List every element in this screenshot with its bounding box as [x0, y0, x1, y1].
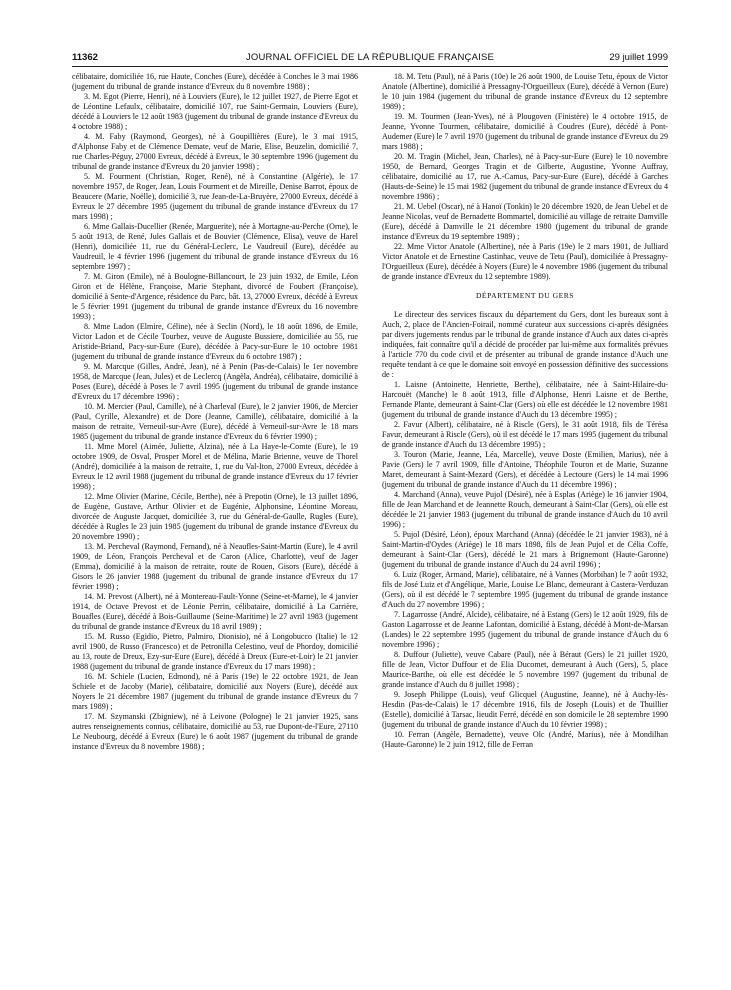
paragraph: 2. Favur (Albert), célibataire, né à Riscle (Gers), le 31 août 1918, fils de Térésa Favur, demeurant à Riscle (Gers), où il est décédé le 17 mars 1995 (jugement du tribunal de grande instance d'Auch du 13 décembre 1995) ;: [382, 420, 668, 449]
paragraph: 7. M. Giron (Emile), né à Boulogne-Billancourt, le 23 juin 1932, de Emile, Léon Giron et de Hélène, Françoise, Marie Stephant, divorcé de Foubert (Françoise), domicilié à Sente-d'Argence, résidence du Parc, bât. 13, 27000 Evreux, décédé à Evreux le 5 février 1991 (jugement du tribunal de grande instance d'Evreux du 16 novembre 1993) ;: [72, 272, 358, 321]
paragraph: Le directeur des services fiscaux du département du Gers, dont les bureaux sont à Auch, 2, place de l'Ancien-Foirail, nommé curateur aux successions ci-après désignées par divers jugements rendus par le tribunal de grande instance d'Auch aux dates ci-après indiquées, fait connaître qu'il a décidé de procéder par lui-même aux formalités prévues à l'article 770 du code civil et de présenter au tribunal de grande instance d'Auch une requête tendant à ce que le domaine soit envoyé en possession définitive des successions de :: [382, 310, 668, 379]
page-header: [72, 52, 668, 66]
paragraph: 20. M. Tragin (Michel, Jean, Charles), né à Pacy-sur-Eure (Eure) le 10 novembre 1950, de Bernard, Georges Tragin et de Gilberte, Augustine, Yvonne Auffray, célibataire, domicilié au 17, rue A.-Camus, Pacy-sur-Eure (Eure), décédé à Garches (Hauts-de-Seine) le 15 mai 1982 (jugement du tribunal de grande instance d'Evreux du 4 novembre 1986) ;: [382, 152, 668, 201]
paragraph: 9. Joseph Philippe (Louis), veuf Glicquel (Augustine, Jeanne), né à Auchy-lès-Hesdin (Pas-de-Calais) le 17 décembre 1916, fils de Joseph (Louis) et de Thuillier (Estelle), domicilié à Tarsac, lieudit Ferré, décédé en son domicile le 28 septembre 1990 (jugement du tribunal de grande instance d'Auch du 10 février 1998) ;: [382, 690, 668, 729]
paragraph: célibataire, domiciliée 16, rue Haute, Conches (Eure), décédée à Conches le 3 mai 1986 (jugement du tribunal de grande instance d'Evreux du 8 novembre 1988) ;: [72, 72, 358, 91]
paragraph: 7. Lagarrosse (André, Alcide), célibataire, né à Estang (Gers) le 12 août 1929, fils de Gaston Lagarrosse et de Jeanne Lafontan, domicilié à Estang, décédé à Mont-de-Marsan (Landes) le 22 septembre 1995 (jugement du tribunal de grande instance d'Auch du 6 novembre 1996) ;: [382, 610, 668, 649]
paragraph: 10. M. Mercier (Paul, Camille), né à Charleval (Eure), le 2 janvier 1906, de Mercier (Paul, Cyrille, Alexandre) et de Dore (Jeanne, Camille), célibataire, domicilié à la maison de retraite, Verneuil-sur-Avre (Eure), décédé à Verneuil-sur-Avre le 18 mars 1985 (jugement du tribunal de grande instance d'Evreux du 6 février 1990) ;: [72, 402, 358, 441]
paragraph: 9. M. Marcque (Gilles, André, Jean), né à Penin (Pas-de-Calais) le 1er novembre 1958, de Marcque (Jean, Jules) et de Leclercq (Angèla, Andréa), célibataire, domicilié à Poses (Eure), décédé à Poses le 7 avril 1995 (jugement du tribunal de grande instance d'Evreux du 17 décembre 1996) ;: [72, 362, 358, 401]
page-number: 11362: [72, 52, 98, 63]
paragraph: 18. M. Tetu (Paul), né à Paris (10e) le 26 août 1900, de Louise Tetu, époux de Victor Anatole (Albertine), domicilié à Pressagny-l'Orgueilleux (Eure), décédé à Vernon (Eure) le 10 juin 1984 (jugement du tribunal de grande instance d'Evreux du 12 septembre 1989) ;: [382, 72, 668, 111]
paragraph: 6. Mme Gallais-Ducellier (Renée, Marguerite), née à Mortagne-au-Perche (Orne), le 5 août 1913, de René, Jules Gallais et de Bouvier (Clémence, Elisa), veuve de Harel (Henri), domiciliée 11, rue du Général-Leclerc, Le Vaudreuil (Eure), décédée au Vaudreuil, le 4 février 1996 (jugement du tribunal de grande instance d'Evreux du 16 septembre 1997) ;: [72, 222, 358, 271]
paragraph: 14. M. Prevost (Albert), né à Montereau-Fault-Yonne (Seine-et-Marne), le 4 janvier 1914, de Octave Prevost et de Léonie Perrin, célibataire, domicilié à La Carrière, Bouafles (Eure), décédé à Bois-Guillaume (Seine-Maritime) le 27 avril 1983 (jugement du tribunal de grande instance d'Evreux du 18 avril 1989) ;: [72, 592, 358, 631]
paragraph: 3. M. Egot (Pierre, Henri), né à Louviers (Eure), le 12 juillet 1927, de Pierre Egot et de Léontine Lefaulx, célibataire, domicilié 107, rue Saint-Germain, Louviers (Eure), décédé à Louviers le 12 août 1983 (jugement du tribunal de grande instance d'Evreux du 4 octobre 1988) ;: [72, 92, 358, 131]
paragraph: 13. M. Percheval (Raymond, Fernand), né à Neaufles-Saint-Martin (Eure), le 4 avril 1909, de Léon, François Percheval et de Caron (Alice, Charlotte), veuf de Jager (Emma), domicilié à la maison de retraite, route de Rouen, Gisors (Eure), décédé à Gisors le 26 janvier 1988 (jugement du tribunal de grande instance d'Evreux du 17 février 1998) ;: [72, 542, 358, 591]
paragraph: 22. Mme Victor Anatole (Albertine), née à Paris (19e) le 2 mars 1901, de Julliard Victor Anatole et de Ernestine Castinhac, veuve de Tetu (Paul), domiciliée à Pressagny-l'Orgueilleux (Eure), décédée à Noyers (Eure) le 4 novembre 1986 (jugement du tribunal de grande instance d'Evreux du 12 septembre 1989).: [382, 242, 668, 281]
paragraph: 15. M. Russo (Egidio, Pietro, Palmiro, Dionisio), né à Longobucco (Italie) le 12 avril 1900, de Russo (Francesco) et de Petronilla Celestino, veuf de Phordoy, domicilié au 13, route de Dreux, Ezy-sur-Eure (Eure), décédé à Dreux (Eure-et-Loir) le 21 janvier 1988 (jugement du tribunal de grande instance d'Evreux du 17 mars 1998) ;: [72, 632, 358, 671]
paragraph: 3. Touron (Marie, Jeanne, Léa, Marcelle), veuve Doste (Emilien, Marius), née à Pavie (Gers) le 7 avril 1909, fille d'Antoine, Théophile Touron et de Marie, Suzanne Maret, demeurant à Saint-Mezard (Gers), et décédée à Lectoure (Gers) le 14 mai 1996 (jugement du tribunal de grande instance d'Auch du 11 décembre 1996) ;: [382, 450, 668, 489]
left-column: [72, 72, 358, 986]
journal-title: JOURNAL OFFICIEL DE LA RÉPUBLIQUE FRANÇAISE: [245, 52, 495, 63]
paragraph: 6. Luiz (Roger, Armand, Marie), célibataire, né à Vannes (Morbihan) le 7 août 1932, fils de José Luiz et d'Angélique, Marie, Louise Le Blanc, demeurant à Castera-Verduzan (Gers), où il est décédé le 7 septembre 1995 (jugement du tribunal de grande instance d'Auch du 27 novembre 1996) ;: [382, 570, 668, 609]
paragraph: 12. Mme Olivier (Marine, Cécile, Berthe), née à Prepotin (Orne), le 13 juillet 1896, de Eugène, Gustave, Arthur Olivier et de Eugénie, Alphonsine, Léontine Moreau, divorcée de Auguste Jacquet, domiciliée 3, rue du Général-de-Gaulle, Rugles (Eure), décédée à Rugles le 23 juin 1985 (jugement du tribunal de grande instance d'Evreux du 20 novembre 1990) ;: [72, 492, 358, 541]
paragraph: 11. Mme Morel (Aimée, Juliette, Alzina), née à La Haye-le-Comte (Eure), le 19 octobre 1909, de Osval, Prosper Morel et de Mélina, Marie Brienne, veuve de Thorel (André), domiciliée à la maison de retraite, 1, rue du Val-Iton, 27000 Evreux, décédée à Evreux le 12 avril 1988 (jugement du tribunal de grande instance d'Evreux du 17 février 1998) ;: [72, 442, 358, 491]
paragraph: 8. Duffour (Juliette), veuve Cabare (Paul), née à Béraut (Gers) le 21 juillet 1920, fille de Jean, Victor Duffour et de Elia Ducomet, demeurant à Auch (Gers), 5, place Maurice-Barthe, où elle est décédée le 5 novembre 1997 (jugement du tribunal de grande instance d'Auch du 8 juillet 1998) ;: [382, 650, 668, 689]
paragraph: 5. M. Fourment (Christian, Roger, René), né à Constantine (Algérie), le 17 novembre 1957, de Roger, Jean, Louis Fourment et de Mireille, Denise Barrot, époux de Beaucere (Marie, Noëlle), domicilié 3, rue Jean-de-La-Bruyère, 27000 Evreux, décédé à Evreux le 27 décembre 1995 (jugement du tribunal de grande instance d'Evreux du 17 mars 1998) ;: [72, 172, 358, 221]
header-rule: [72, 66, 668, 67]
paragraph: 4. M. Faby (Raymond, Georges), né à Goupillières (Eure), le 3 mai 1915, d'Alphonse Faby et de Clémence Demate, veuf de Marie, Elise, Beuzelin, domicilié 7, rue Charles-Péguy, 27000 Evreux, décédé à Evreux, le 30 septembre 1996 (jugement du tribunal de grande instance d'Evreux du 20 janvier 1998) ;: [72, 132, 358, 171]
issue-date: 29 juillet 1999: [609, 52, 668, 63]
paragraph: 21. M. Uebel (Oscar), né à Hanoï (Tonkin) le 20 décembre 1920, de Jean Uebel et de Jeanne Nicolas, veuf de Bernadette Bommartel, domicilié au village de retraite Damville (Eure), décédé à Damville le 21 décembre 1980 (jugement du tribunal de grande instance d'Evreux du 19 septembre 1989) ;: [382, 202, 668, 241]
right-column: [382, 72, 668, 986]
paragraph: 4. Marchand (Anna), veuve Pujol (Désiré), née à Esplas (Ariège) le 16 janvier 1904, fille de Jean Marchand et de Jeannette Rouch, demeurant à Saint-Clar (Gers), où elle est décédée le 21 janvier 1983 (jugement du tribunal de grande instance d'Auch du 10 avril 1996) ;: [382, 490, 668, 529]
section-title: DÉPARTEMENT DU GERS: [475, 291, 575, 300]
paragraph: 1. Laisne (Antoinette, Henriette, Berthe), célibataire, née à Saint-Hilaire-du-Harcouët (Manche) le 8 août 1913, fille d'Alphonse, Henri Laisne et de Berthe, Fernande Plante, demeurant à Saint-Clar (Gers) où elle est décédée le 12 novembre 1981 (jugement du tribunal de grande instance d'Auch du 13 décembre 1995) ;: [382, 380, 668, 419]
paragraph: 19. M. Tourmen (Jean-Yves), né à Plougoven (Finistère) le 4 octobre 1915, de Jeanne, Yvonne Tourmen, célibataire, domicilié à Coudres (Eure), décédé à Pont-Audemer (Eure) le 7 avril 1970 (jugement du tribunal de grande instance d'Evreux du 29 mars 1988) ;: [382, 112, 668, 151]
paragraph: 17. M. Szymanski (Zbigniew), né à Leivone (Pologne) le 21 janvier 1925, sans autres renseignements connus, célibataire, domicilié au 53, rue Dupont-de-l'Eure, 27110 Le Neubourg, décédé à Evreux (Eure) le 6 août 1987 (jugement du tribunal de grande instance d'Evreux du 8 novembre 1988) ;: [72, 712, 358, 751]
paragraph: 8. Mme Ladon (Elmire, Céline), née à Seclin (Nord), le 18 août 1896, de Emile, Victor Ladon et de Cécile Tourbez, veuve de Auguste Bussiere, domiciliée au 55, rue Aristide-Briand, Pacy-sur-Eure (Eure), décédée à Pacy-sur-Eure le 10 octobre 1981 (jugement du tribunal de grande instance d'Evreux du 6 octobre 1987) ;: [72, 322, 358, 361]
paragraph: 5. Pujol (Désiré, Léon), époux Marchand (Anna) (décédée le 21 janvier 1983), né à Saint-Martin-d'Oydes (Ariège) le 18 mars 1898, fils de Jean Pujol et de Célia Coffe, demeurant à Saint-Clar (Gers), décédé le 21 mars à Brignemont (Haute-Garonne) (jugement du tribunal de grande instance d'Auch du 24 avril 1996) ;: [382, 530, 668, 569]
paragraph: 10. Ferran (Angèle, Bernadette), veuve Olc (André, Marius), née à Mondilhan (Haute-Garonne) le 2 juin 1912, fille de Ferran: [382, 730, 668, 749]
paragraph: 16. M. Schiele (Lucien, Edmond), né à Paris (19e) le 22 octobre 1921, de Jean Schiele et de Jacoby (Marie), célibataire, domicilié aux Noyers (Eure), décédé aux Noyers le 21 décembre 1987 (jugement du tribunal de grande instance d'Evreux du 7 mars 1989) ;: [72, 672, 358, 711]
